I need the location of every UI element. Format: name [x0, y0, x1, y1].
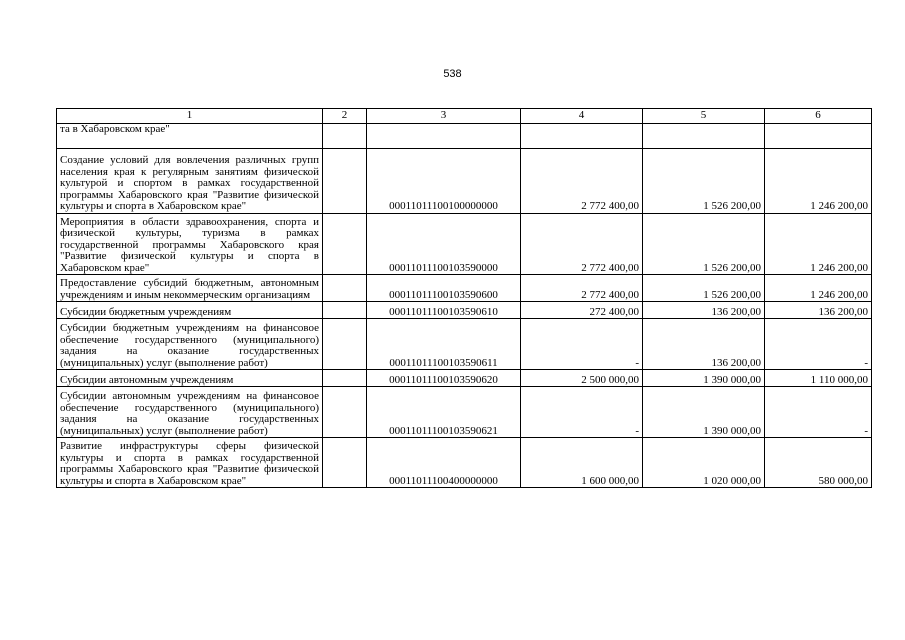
- row-code: 00011011100103590610: [367, 302, 521, 319]
- row-value-5: 136 200,00: [643, 302, 765, 319]
- table-row: [57, 387, 872, 438]
- row-col2: [323, 213, 367, 275]
- row-col2: [323, 302, 367, 319]
- row-name: Субсидии автономным учреждениям на финансовое обеспечение государственного (муниципального) задания на оказание государственных (муниципальных) услуг (выполнение работ): [57, 387, 323, 438]
- row-value-4: 1 600 000,00: [521, 438, 643, 488]
- row-value-6: [765, 124, 872, 149]
- row-col2: [323, 387, 367, 438]
- row-value-4: 272 400,00: [521, 302, 643, 319]
- row-value-5: 1 390 000,00: [643, 387, 765, 438]
- row-value-4: 2 772 400,00: [521, 213, 643, 275]
- row-value-5: 1 526 200,00: [643, 275, 765, 302]
- row-name: Предоставление субсидий бюджетным, автономным учреждениям и иным некоммерческим организациям: [57, 275, 323, 302]
- row-value-4: -: [521, 319, 643, 370]
- column-header-1: 1: [57, 109, 323, 124]
- column-header-6: 6: [765, 109, 872, 124]
- row-value-4: 2 500 000,00: [521, 370, 643, 387]
- row-value-6: 1 110 000,00: [765, 370, 872, 387]
- row-value-5: 136 200,00: [643, 319, 765, 370]
- row-value-4: 2 772 400,00: [521, 275, 643, 302]
- row-code: 00011011100103590621: [367, 387, 521, 438]
- row-name: та в Хабаровском крае": [57, 124, 323, 149]
- header-row: [57, 109, 872, 124]
- row-value-5: [643, 124, 765, 149]
- table-row: [57, 149, 872, 214]
- row-code: 00011011100100000000: [367, 149, 521, 214]
- row-code: 00011011100103590600: [367, 275, 521, 302]
- row-code: [367, 124, 521, 149]
- table-row: [57, 438, 872, 488]
- column-header-4: 4: [521, 109, 643, 124]
- row-col2: [323, 149, 367, 214]
- row-col2: [323, 370, 367, 387]
- row-value-6: 136 200,00: [765, 302, 872, 319]
- budget-table: [56, 108, 872, 488]
- row-value-4: [521, 124, 643, 149]
- column-header-2: 2: [323, 109, 367, 124]
- row-name: Мероприятия в области здравоохранения, спорта и физической культуры, туризма в рамках государственной программы Хабаровского края "Развитие физической культуры и спорта в Хабаровском крае": [57, 213, 323, 275]
- row-name: Развитие инфраструктуры сферы физической культуры и спорта в рамках государственной программы Хабаровского края "Развитие физической культуры и спорта в Хабаровском крае": [57, 438, 323, 488]
- table-row: [57, 213, 872, 275]
- column-header-5: 5: [643, 109, 765, 124]
- table-row: [57, 370, 872, 387]
- row-name: Субсидии бюджетным учреждениям на финансовое обеспечение государственного (муниципального) задания на оказание государственных (муниципальных) услуг (выполнение работ): [57, 319, 323, 370]
- row-value-4: 2 772 400,00: [521, 149, 643, 214]
- row-col2: [323, 275, 367, 302]
- table-row: [57, 319, 872, 370]
- row-code: 00011011100103590000: [367, 213, 521, 275]
- row-col2: [323, 319, 367, 370]
- page-number: 538: [443, 68, 462, 80]
- table-row: [57, 124, 872, 149]
- row-value-5: 1 526 200,00: [643, 213, 765, 275]
- table-row: [57, 302, 872, 319]
- row-value-6: 580 000,00: [765, 438, 872, 488]
- row-value-6: -: [765, 319, 872, 370]
- row-value-5: 1 390 000,00: [643, 370, 765, 387]
- row-col2: [323, 438, 367, 488]
- row-col2: [323, 124, 367, 149]
- row-code: 00011011100103590620: [367, 370, 521, 387]
- row-value-4: -: [521, 387, 643, 438]
- row-name: Субсидии автономным учреждениям: [57, 370, 323, 387]
- table-row: [57, 275, 872, 302]
- row-value-6: 1 246 200,00: [765, 213, 872, 275]
- row-code: 00011011100103590611: [367, 319, 521, 370]
- row-name: Создание условий для вовлечения различных групп населения края к регулярным занятиям физической культурой и спортом в рамках государственной программы Хабаровского края "Развитие физической культуры и спорта в Хабаровском крае": [57, 149, 323, 214]
- row-value-5: 1 526 200,00: [643, 149, 765, 214]
- row-value-6: 1 246 200,00: [765, 275, 872, 302]
- row-value-6: -: [765, 387, 872, 438]
- row-value-6: 1 246 200,00: [765, 149, 872, 214]
- column-header-3: 3: [367, 109, 521, 124]
- row-code: 00011011100400000000: [367, 438, 521, 488]
- row-name: Субсидии бюджетным учреждениям: [57, 302, 323, 319]
- row-value-5: 1 020 000,00: [643, 438, 765, 488]
